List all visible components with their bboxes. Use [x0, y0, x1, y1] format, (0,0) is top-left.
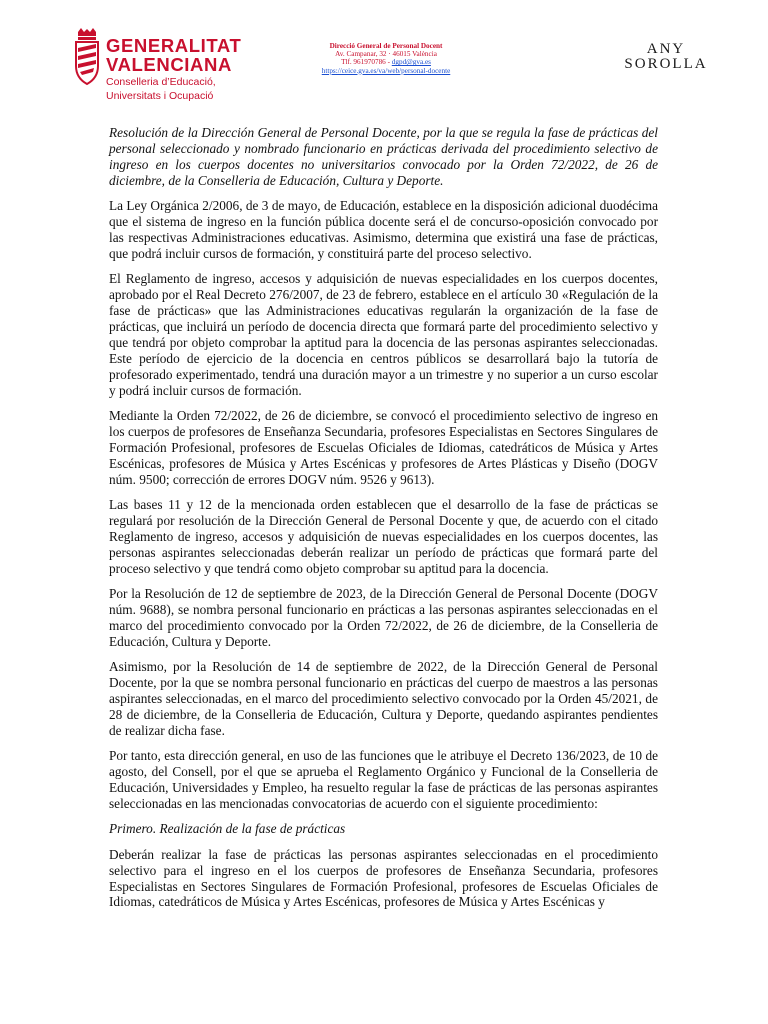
contact-block	[300, 42, 472, 75]
contact-title: Direcció General de Personal Docent	[329, 42, 443, 50]
org-name-line1: GENERALITAT	[106, 35, 242, 56]
department-line2: Universitats i Ocupació	[106, 90, 214, 102]
paragraph-5: Por la Resolución de 12 de septiembre de 2023, de la Dirección General de Personal Docente (DOGV núm. 9688), se nombra personal funcionario en prácticas a las personas aspirantes seleccionadas en el marco del procedimiento convocado por la Orden 72/2022, de 26 de diciembre, de la Conselleria de Educación, Cultura y Deporte.	[109, 586, 658, 649]
contact-phone-email	[300, 58, 472, 66]
paragraph-6: Asimismo, por la Resolución de 14 de septiembre de 2022, de la Dirección General de Personal Docente, por la que se nombra personal funcionario en prácticas del cuerpo de maestros a las personas aspirantes seleccionadas, en el marco del procedimiento selectivo convocado por la Orden 45/2021, de 28 de diciembre, de la Conselleria de Educación, Cultura y Deporte, quedando aspirantes pendientes de realizar dicha fase.	[109, 659, 658, 738]
paragraph-4: Las bases 11 y 12 de la mencionada orden establecen que el desarrollo de la fase de prácticas se regulará por resolución de la Dirección General de Personal Docente y que, de acuerdo con el citado Reglamento de ingreso, accesos y adquisición de nuevas especialidades en los cuerpos docentes, las personas aspirantes seleccionadas deberán realizar un período de prácticas que formará parte del proceso selectivo y que tendrá como objeto comprobar su aptitud para la docencia.	[109, 497, 658, 576]
paragraph-3: Mediante la Orden 72/2022, de 26 de diciembre, se convocó el procedimiento selectivo de ingreso en los cuerpos de profesores de Enseñanza Secundaria, profesores Especialistas en Sectores Singulares de Formación Profesional, profesores de Escuelas Oficiales de Idiomas, catedráticos de Música y Artes Escénicas, profesores de Música y Artes Escénicas y profesores de Artes Plásticas y Diseño (DOGV núm. 9500; corrección de errores DOGV núm. 9526 y 9613).	[109, 408, 658, 487]
generalitat-wordmark	[106, 36, 241, 102]
department-line1: Conselleria d’Educació,	[106, 76, 216, 88]
generalitat-logo	[72, 28, 272, 104]
contact-phone: Tlf. 961970786 -	[341, 58, 392, 67]
section-paragraph: Deberán realizar la fase de prácticas las personas aspirantes seleccionadas en el procedimiento selectivo para el ingreso en el los cuerpos de profesores de Enseñanza Secundaria, profesores Especialistas en Sectores Singulares de Formación Profesional, profesores de Escuelas Oficiales de Idiomas, catedráticos de Música y Artes Escénicas, profesores de Música y Artes Escénicas y	[109, 846, 658, 910]
letterhead	[0, 0, 768, 110]
paragraph-2: El Reglamento de ingreso, accesos y adquisición de nuevas especialidades en los cuerpos docentes, aprobado por el Real Decreto 276/2007, de 23 de febrero, establece en el artículo 30 «Regulación de la fase de prácticas» que las Administraciones educativas regularán la organización de la fase de prácticas, que incluirá un período de docencia directa que formará parte del procedimiento selectivo y que tendrá por objeto comprobar la aptitud para la docencia de las personas aspirantes seleccionadas. Este período de ejercicio de la docencia en centros públicos se desarrollará bajo la tutoría de profesorado experimentado, tendrá una duración mayor a un trimestre y no superior a un curso escolar y podrá incluir cursos de formación.	[109, 271, 658, 398]
section-heading: Primero. Realización de la fase de prácticas	[109, 821, 346, 837]
any-sorolla-logo	[610, 42, 722, 76]
document-body	[109, 125, 658, 920]
contact-address: Av. Campanar, 32 · 46015 València	[335, 50, 437, 59]
sorolla-logo-line2: SOROLLA	[624, 56, 708, 72]
paragraph-7: Por tanto, esta dirección general, en uso de las funciones que le atribuye el Decreto 136/2023, de 10 de agosto, del Consell, por el que se aprueba el Reglamento Orgánico y Funcional de la Conselleria de Educación, Universidades y Empleo, ha resuelto regular la fase de prácticas de las personas aspirantes seleccionadas en las mencionadas convocatorias de acuerdo con el siguiente procedimiento:	[109, 748, 658, 811]
contact-url-link[interactable]: https://ceice.gva.es/va/web/personal-docente	[321, 66, 451, 75]
generalitat-emblem-icon	[72, 28, 102, 88]
paragraph-1: La Ley Orgánica 2/2006, de 3 de mayo, de Educación, establece en la disposición adicional duodécima que el sistema de ingreso en la función pública docente será el de concurso-oposición convocado por las respectivas Administraciones educativas. Asimismo, determina que existirá una fase de prácticas, que podrá incluir cursos de formación, y constituirá parte del proceso selectivo.	[109, 198, 658, 261]
contact-email-link[interactable]: dgpd@gva.es	[391, 58, 431, 67]
sorolla-logo-line1: ANY	[646, 41, 686, 57]
document-title: Resolución de la Dirección General de Personal Docente, por la que se regula la fase de prácticas del personal seleccionado y nombrado funcionario en prácticas derivada del procedimiento selectivo de ingreso en los cuerpos docentes no universitarios convocado por la Orden 72/2022, de 26 de diciembre, de la Conselleria de Educación, Cultura y Deporte.	[109, 125, 658, 188]
org-name-line2: VALENCIANA	[106, 54, 232, 75]
